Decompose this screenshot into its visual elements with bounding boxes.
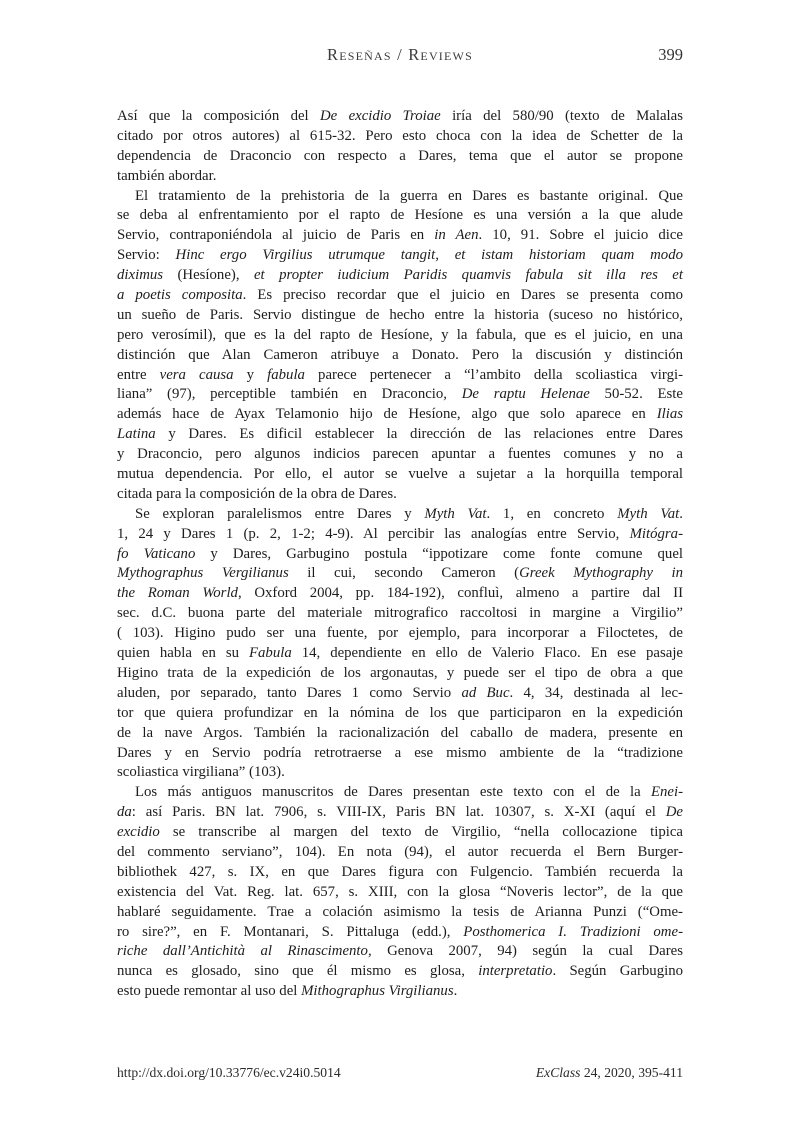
text-line: dependencia de Draconcio con respecto a Dares, tema que el autor se propone	[117, 147, 683, 164]
text-line: a poetis composita. Es preciso recordar que el juicio en Dares se presenta como	[117, 287, 683, 304]
text-line: distinción que Alan Cameron atribuye a Donato. Pero la discusión y distinción	[117, 346, 683, 363]
text-line: riche dall’Antichità al Rinascimento, Genova 2007, 94) según la cual Dares	[117, 943, 684, 960]
text-line: the Roman World, Oxford 2004, pp. 184-192), confluì, almeno a partire dal II	[117, 585, 683, 602]
text-line: quien habla en su Fabula 14, dependiente en ello de Valerio Flaco. En ese pasaje	[117, 645, 683, 662]
page-footer	[117, 1063, 683, 1082]
body-text	[117, 107, 683, 1002]
text-line: nunca es glosado, sino que él mismo es glosa, interpretatio. Según Garbugino	[117, 963, 684, 980]
text-line: aluden, por separado, tanto Dares 1 como Servio ad Buc. 4, 34, destinada al lec-	[117, 684, 683, 701]
text-line: existencia del Vat. Reg. lat. 657, s. XIII, con la glosa “Noveris lector”, de la que	[117, 883, 683, 900]
paragraph	[117, 107, 683, 187]
text-line: Mythographus Vergilianus il cui, secondo Cameron (Greek Mythography in	[117, 565, 683, 582]
text-line: fo Vaticano y Dares, Garbugino postula “ippotizare come fonte comune quel	[117, 545, 683, 562]
text-line: mutua dependencia. Por ello, el autor se vuelve a sujetar a la horquilla temporal	[117, 466, 683, 483]
text-line: da: así Paris. BN lat. 7906, s. VIII-IX, Paris BN lat. 10307, s. X-XI (aquí el De	[117, 804, 683, 821]
text-line: scoliastica virgiliana” (103).	[117, 764, 285, 781]
text-line: sec. d.C. buona parte del materiale mitrografico raccoltosi in margine a Virgilio”	[117, 605, 683, 622]
text-line: y Draconcio, pero algunos indicios parecen apuntar a fuentes comunes y no a	[117, 446, 683, 463]
text-line: citado por otros autores) al 615-32. Pero esto choca con la idea de Schetter de la	[117, 127, 683, 144]
text-line: diximus (Hesíone), et propter iudicium Paridis quamvis fabula sit illa res et	[117, 267, 683, 284]
text-line: excidio se transcribe al margen del texto de Virgilio, “nella collocazione tipica	[117, 824, 683, 841]
text-line: hablaré seguidamente. Trae a colación asimismo la tesis de Arianna Punzi (“Ome-	[117, 903, 683, 920]
text-line: Se exploran paralelismos entre Dares y Myth Vat. 1, en concreto Myth Vat.	[135, 505, 683, 522]
text-line: Dares y en Servio podría retrotraerse a ese mismo ambiente de la “tradizione	[117, 744, 683, 761]
text-line: también abordar.	[117, 167, 217, 184]
text-line: Servio: Hinc ergo Virgilius utrumque tangit, et istam historiam quam modo	[117, 247, 683, 264]
text-line: Los más antiguos manuscritos de Dares presentan este texto con el de la Enei-	[135, 784, 683, 801]
text-line: liana” (97), perceptible también en Draconcio, De raptu Helenae 50-52. Este	[117, 386, 683, 403]
journal-reference	[536, 1063, 683, 1082]
text-line: El tratamiento de la prehistoria de la guerra en Dares es bastante original. Que	[135, 187, 683, 204]
journal-title: ExClass	[535, 1065, 581, 1080]
paragraph	[117, 505, 683, 783]
page-number: 399	[658, 45, 683, 64]
text-line: ( 103). Higino pudo ser una fuente, por ejemplo, para incorporar a Filoctetes, de	[117, 625, 683, 642]
text-line: del commento serviano”, 104). En nota (94), el autor recuerda el Bern Burger-	[117, 843, 683, 860]
text-line: pero verosímil), que es la del rapto de Hesíone, y la fabula, que es el juicio, en una	[117, 326, 683, 343]
text-line: citada para la composición de la obra de Dares.	[117, 485, 397, 502]
running-head	[117, 44, 683, 66]
text-line: entre vera causa y fabula parece pertenecer a “l’ambito della scoliastica virgi-	[117, 366, 684, 383]
running-title: Reseñas / Reviews	[327, 45, 473, 64]
text-line: Higino trata de la expedición de los argonautas, y puede ser el tipo de obra a que	[117, 664, 683, 681]
text-line: un sueño de Paris. Servio distingue de hecho entre la historia (suceso no histórico,	[117, 306, 683, 323]
doi-text: http://dx.doi.org/10.33776/ec.v24i0.5014	[117, 1065, 341, 1080]
text-line: esto puede remontar al uso del Mithographus Virgilianus.	[117, 983, 458, 1000]
text-line: Latina y Dares. Es dificil establecer la dirección de las relaciones entre Dares	[117, 426, 683, 443]
paragraph	[117, 187, 683, 505]
text-line: tor que quiera profundizar en la nómina de los que participaron en la expedición	[117, 704, 683, 721]
text-line: 1, 24 y Dares 1 (p. 2, 1-2; 4-9). Al percibir las analogías entre Servio, Mitógra-	[117, 525, 683, 542]
text-line: Así que la composición del De excidio Troiae iría del 580/90 (texto de Malalas	[117, 108, 683, 124]
text-line: ro sire?”, en F. Montanari, S. Pittaluga (edd.), Posthomerica I. Tradizioni ome-	[117, 923, 683, 940]
text-line: además hace de Ayax Telamonio hijo de Hesíone, algo que solo aparece en Ilias	[117, 406, 683, 423]
paragraph	[117, 783, 683, 1002]
text-line: de la nave Argos. También la racionalización del caballo de madera, presente en	[117, 724, 683, 741]
text-line: Servio, contraponiéndola al juicio de Paris en in Aen. 10, 91. Sobre el juicio dice	[117, 227, 683, 244]
text-line: bibliothek 427, s. IX, en que Dares figura con Fulgencio. También recuerda la	[117, 863, 683, 880]
journal-issue-pages: 24, 2020, 395-411	[580, 1065, 683, 1080]
text-line: se deba al enfrentamiento por el rapto de Hesíone es una versión a la que alude	[117, 207, 683, 224]
